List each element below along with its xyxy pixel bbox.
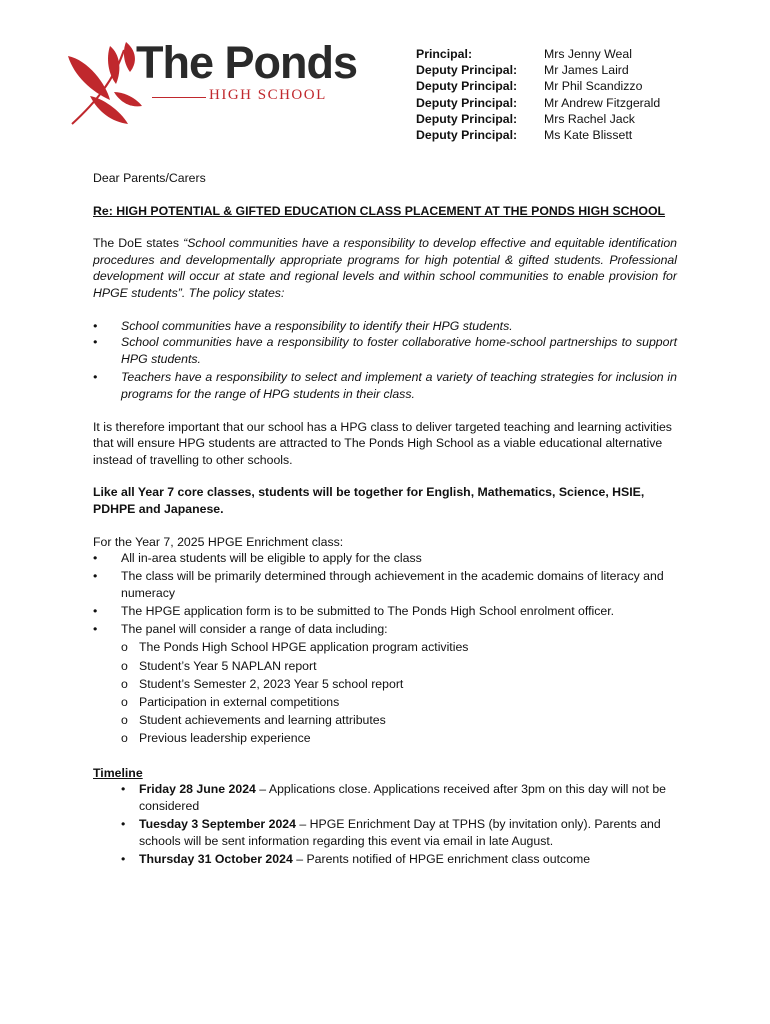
list-item bbox=[93, 603, 677, 620]
timeline-date: Thursday 31 October 2024 bbox=[139, 851, 293, 866]
list-item bbox=[93, 369, 677, 402]
bullet-icon: • bbox=[93, 551, 98, 566]
logo-divider bbox=[152, 97, 206, 98]
logo-title: The Ponds bbox=[136, 37, 358, 88]
staff-row bbox=[416, 78, 660, 94]
timeline-text: – Applications close. Applications received after 3pm on this day will not be considered bbox=[139, 782, 667, 813]
intro-quote: “School communities have a responsibility to develop effective and equitable identification procedures and developmentally appropriate programs for high potential & gifted students. Professional development will occur at state and regional levels and within school communities to enable provision for HPGE students”. The policy states: bbox=[93, 236, 677, 300]
importance-paragraph: It is therefore important that our school has a HPG class to deliver targeted teaching and learning activities that will ensure HPG students are attracted to The Ponds High School as a viable educational alternative instead of travelling to other schools. bbox=[93, 419, 672, 467]
enrichment-heading: For the Year 7, 2025 HPGE Enrichment class: bbox=[93, 534, 344, 549]
list-item bbox=[121, 781, 677, 814]
timeline-list bbox=[93, 781, 677, 867]
staff-row bbox=[416, 111, 660, 127]
circle-bullet-icon: o bbox=[121, 695, 128, 709]
timeline-date: Friday 28 June 2024 bbox=[139, 782, 256, 797]
enrichment-point: The panel will consider a range of data including: bbox=[121, 622, 388, 637]
list-item bbox=[121, 694, 677, 711]
bullet-icon: • bbox=[93, 604, 98, 619]
list-item bbox=[93, 318, 677, 335]
intro-lead: The DoE states bbox=[93, 236, 184, 251]
enrichment-point: All in-area students will be eligible to apply for the class bbox=[121, 551, 422, 566]
staff-row bbox=[416, 62, 660, 78]
policy-point: School communities have a responsibility to identify their HPG students. bbox=[121, 318, 513, 333]
circle-bullet-icon: o bbox=[121, 731, 128, 746]
data-list bbox=[93, 639, 677, 747]
staff-name: Mr Andrew Fitzgerald bbox=[544, 95, 661, 110]
timeline-date: Tuesday 3 September 2024 bbox=[139, 816, 296, 831]
staff-row bbox=[416, 127, 660, 143]
list-item bbox=[93, 550, 677, 567]
intro-paragraph bbox=[93, 235, 677, 301]
policy-point: School communities have a responsibility to foster collaborative home-school partnerships to support HPG students. bbox=[121, 335, 677, 366]
data-point: Previous leadership experience bbox=[139, 731, 311, 746]
staff-name: Mr James Laird bbox=[544, 63, 629, 78]
list-item bbox=[121, 816, 677, 849]
staff-title: Deputy Principal: bbox=[416, 111, 518, 126]
enrichment-point: The class will be primarily determined through achievement in the academic domains of literacy and numeracy bbox=[121, 569, 664, 600]
list-item bbox=[121, 730, 677, 747]
school-logo bbox=[66, 37, 366, 132]
enrichment-point: The HPGE application form is to be submitted to The Ponds High School enrolment officer. bbox=[121, 604, 615, 619]
bullet-icon: • bbox=[121, 851, 126, 866]
staff-title: Deputy Principal: bbox=[416, 95, 518, 110]
list-item bbox=[121, 639, 677, 656]
enrichment-list bbox=[93, 550, 677, 638]
bullet-icon: • bbox=[93, 370, 98, 385]
gum-leaf-icon bbox=[66, 40, 146, 132]
timeline-heading: Timeline bbox=[93, 765, 143, 780]
circle-bullet-icon: o bbox=[121, 658, 128, 673]
staff-list bbox=[416, 46, 660, 143]
list-item bbox=[93, 568, 677, 601]
list-item bbox=[93, 621, 677, 638]
bullet-icon: • bbox=[93, 318, 98, 333]
timeline-text: – HPGE Enrichment Day at TPHS (by invitation only). Parents and schools will be sent information regarding this event via email in late August. bbox=[139, 816, 661, 848]
staff-title: Principal: bbox=[416, 47, 473, 61]
list-item bbox=[121, 676, 677, 693]
policy-point: Teachers have a responsibility to select and implement a variety of teaching strategies for inclusion in programs for the range of HPG students in their class. bbox=[121, 370, 677, 401]
staff-title: Deputy Principal: bbox=[416, 63, 518, 78]
list-item bbox=[121, 851, 677, 868]
circle-bullet-icon: o bbox=[121, 640, 128, 655]
policy-list bbox=[93, 318, 677, 403]
bullet-icon: • bbox=[93, 569, 98, 584]
list-item bbox=[93, 334, 677, 367]
staff-name: Ms Kate Blissett bbox=[544, 127, 633, 142]
staff-name: Mrs Jenny Weal bbox=[544, 47, 632, 61]
list-item bbox=[121, 658, 677, 675]
bullet-icon: • bbox=[93, 622, 98, 637]
staff-row bbox=[416, 46, 660, 62]
timeline-text: – Parents notified of HPGE enrichment class outcome bbox=[292, 851, 591, 866]
bullet-icon: • bbox=[121, 816, 126, 831]
circle-bullet-icon: o bbox=[121, 713, 128, 728]
staff-row bbox=[416, 95, 660, 111]
staff-name: Mr Phil Scandizzo bbox=[544, 79, 643, 94]
salutation: Dear Parents/Carers bbox=[93, 171, 206, 185]
subject-line: Re: HIGH POTENTIAL & GIFTED EDUCATION CLASS PLACEMENT AT THE PONDS HIGH SCHOOL bbox=[93, 203, 666, 218]
data-point: Student’s Semester 2, 2023 Year 5 school report bbox=[139, 676, 404, 691]
circle-bullet-icon: o bbox=[121, 676, 128, 691]
data-point: Student’s Year 5 NAPLAN report bbox=[139, 658, 317, 673]
data-point: The Ponds High School HPGE application program activities bbox=[139, 640, 469, 655]
letter-body bbox=[93, 170, 677, 869]
bullet-icon: • bbox=[121, 782, 126, 797]
list-item bbox=[121, 712, 677, 729]
logo-subtitle: HIGH SCHOOL bbox=[209, 87, 327, 103]
data-point: Participation in external competitions bbox=[139, 695, 340, 709]
staff-title: Deputy Principal: bbox=[416, 127, 518, 142]
bullet-icon: • bbox=[93, 335, 98, 350]
staff-name: Mrs Rachel Jack bbox=[544, 111, 635, 126]
data-point: Student achievements and learning attributes bbox=[139, 713, 386, 728]
staff-title: Deputy Principal: bbox=[416, 79, 518, 94]
core-classes-paragraph: Like all Year 7 core classes, students will be together for English, Mathematics, Science, HSIE, PDHPE and Japanese. bbox=[93, 485, 645, 516]
